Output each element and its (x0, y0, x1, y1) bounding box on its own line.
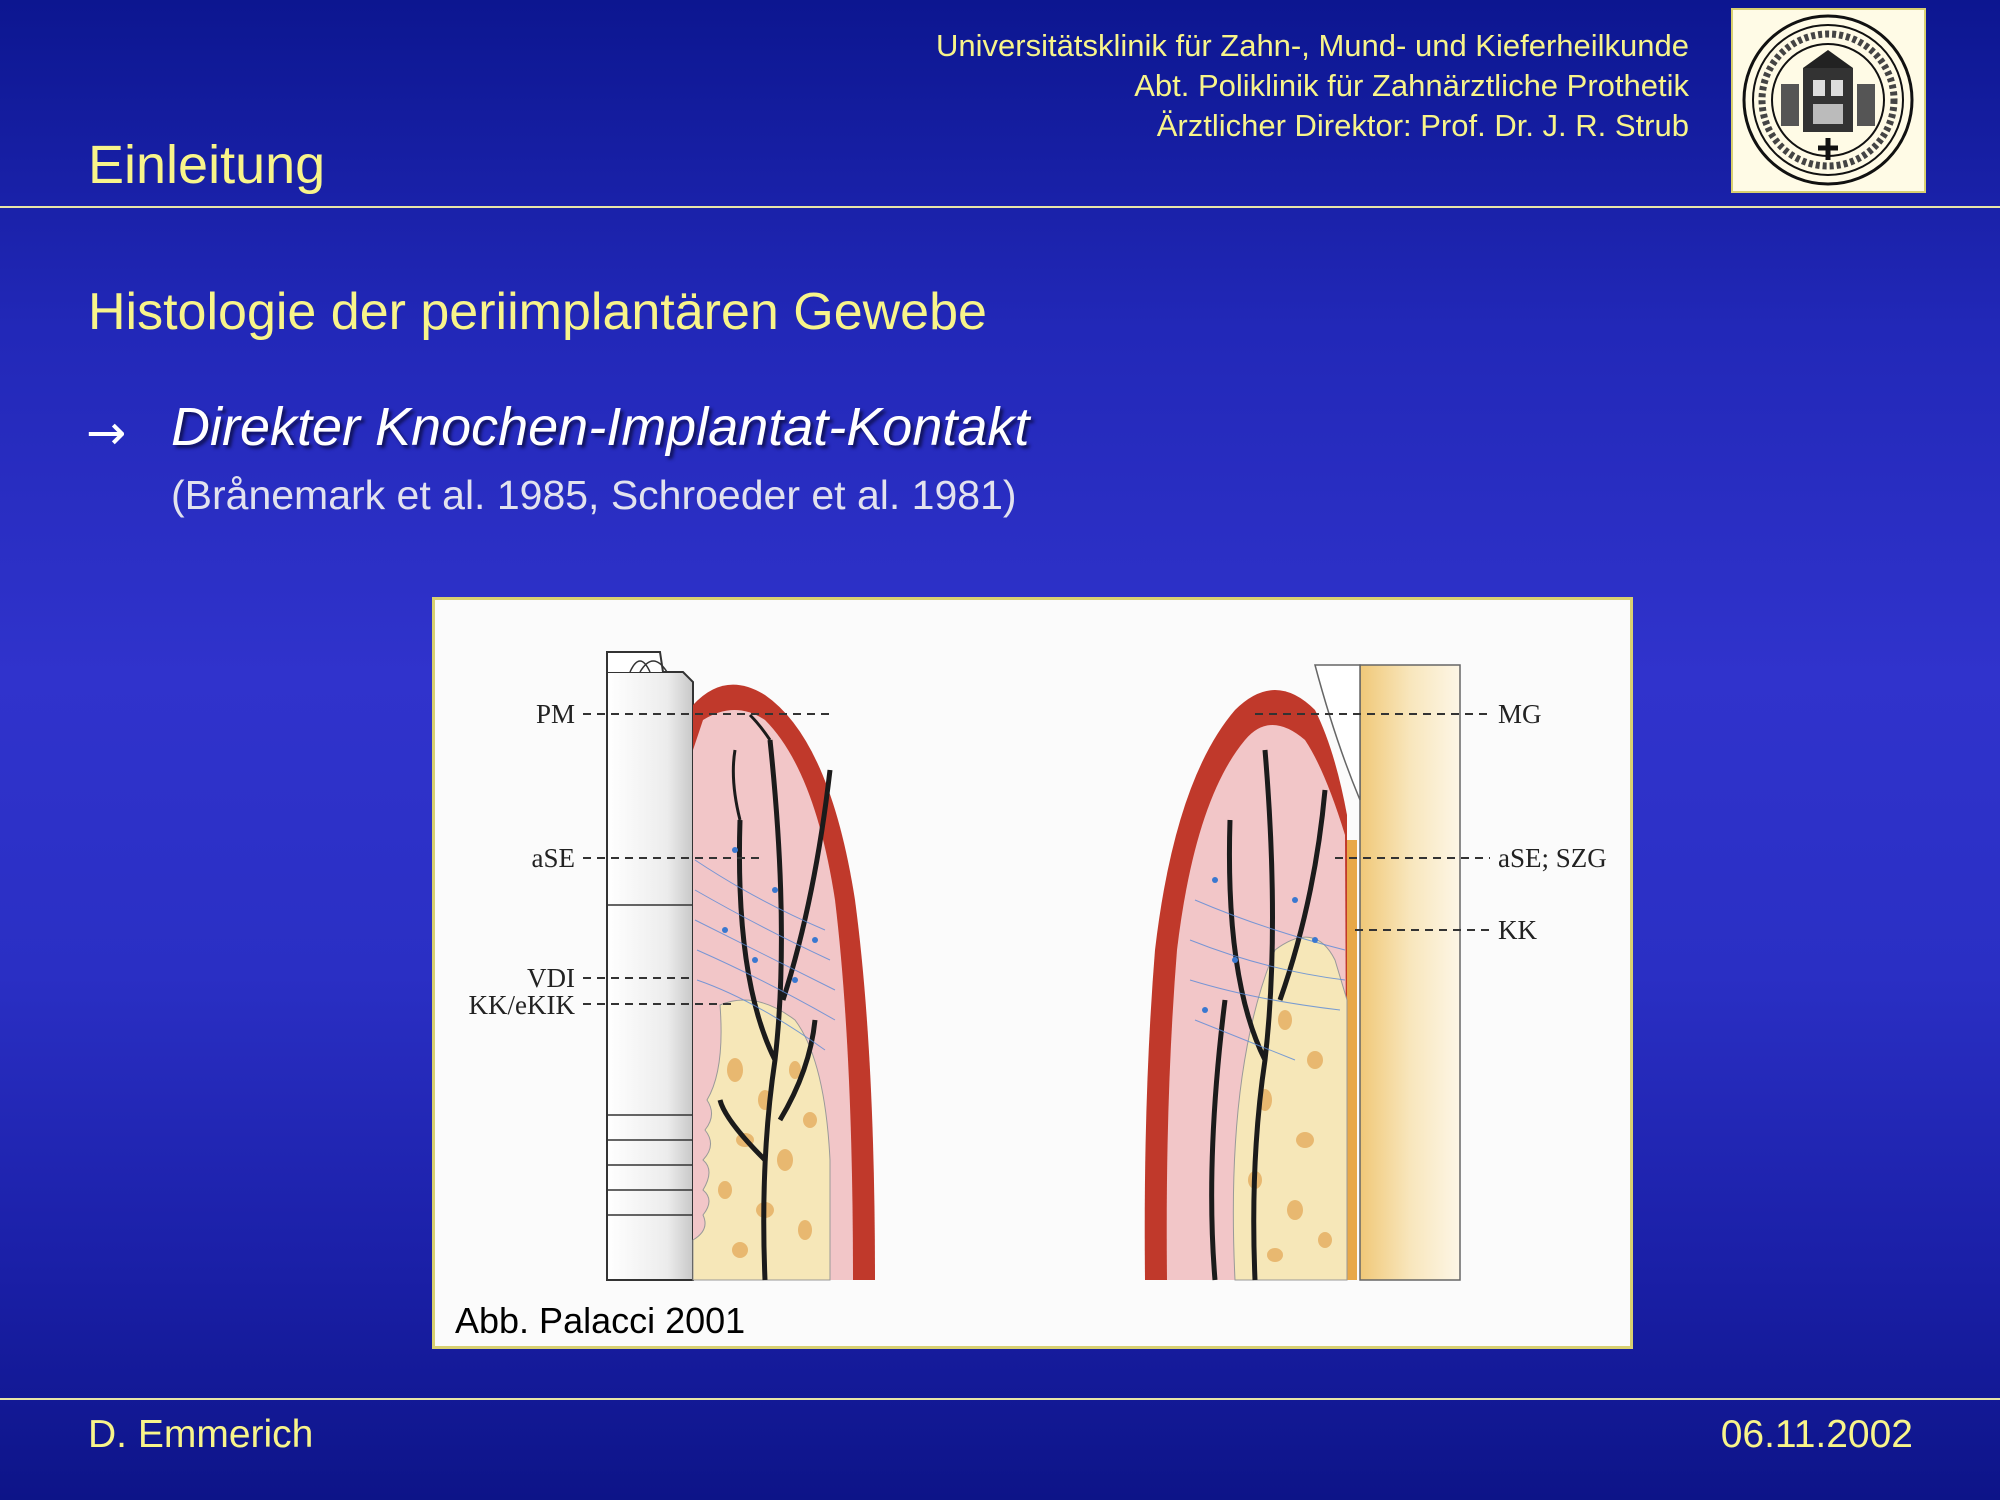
bullet-arrow-icon: → (86, 405, 127, 461)
bullet-text: Direkter Knochen-Implantat-Kontakt (171, 397, 1030, 457)
label-vdi: VDI (527, 963, 575, 993)
implant-diagram (607, 652, 875, 1280)
author: D. Emmerich (88, 1413, 314, 1456)
section-title: Einleitung (88, 135, 326, 195)
university-seal-icon (1731, 8, 1926, 193)
label-ase-szg: aSE; SZG (1498, 843, 1607, 873)
label-mg: MG (1498, 699, 1542, 729)
date: 06.11.2002 (1720, 1413, 1913, 1456)
references: (Brånemark et al. 1985, Schroeder et al. 1981) (171, 472, 1017, 518)
institution-line-1: Universitätsklinik für Zahn-, Mund- und Kieferheilkunde (936, 28, 1689, 63)
institution-line-3: Ärztlicher Direktor: Prof. Dr. J. R. Strub (1156, 108, 1689, 143)
figure-caption: Abb. Palacci 2001 (455, 1300, 746, 1341)
label-ase-left: aSE (531, 843, 575, 873)
label-kk-ekik: KK/eKIK (468, 990, 575, 1020)
header-divider (0, 206, 2000, 208)
histology-figure (432, 597, 1633, 1349)
histology-illustration (435, 600, 1630, 1346)
label-pm: PM (535, 699, 575, 729)
label-kk-right: KK (1498, 915, 1537, 945)
tooth-diagram (1145, 665, 1460, 1280)
institution-line-2: Abt. Poliklinik für Zahnärztliche Prothetik (1134, 68, 1689, 103)
slide-subtitle: Histologie der periimplantären Gewebe (88, 283, 987, 341)
footer-divider (0, 1398, 2000, 1400)
